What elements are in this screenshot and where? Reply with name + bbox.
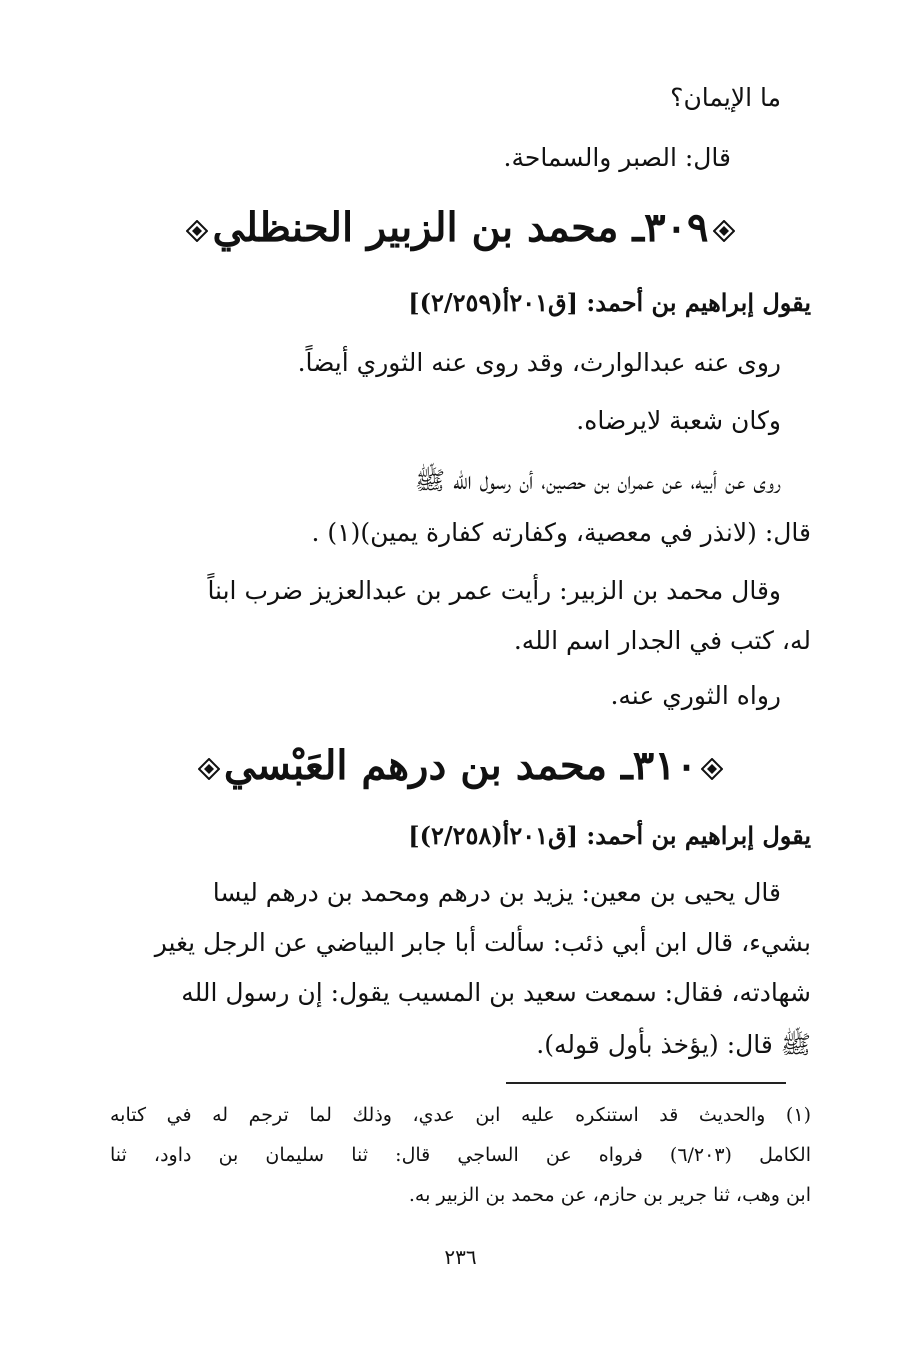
paragraph-line: له، كتب في الجدار اسم الله.	[513, 626, 811, 655]
paragraph-line: وقال محمد بن الزبير: رأيت عمر بن عبدالعزيز ضرب ابناً	[207, 576, 781, 605]
paragraph-line: بشيء، قال ابن أبي ذئب: سألت أبا جابر البياضي عن الرجل يغير	[154, 928, 811, 957]
footnote-line: ابن وهب، ثنا جرير بن حازم، عن محمد بن الزبير به.	[408, 1184, 811, 1206]
paragraph-line: قال: (لانذر في معصية، وكفارته كفارة يمين)(١) .	[311, 518, 811, 547]
page-number: ٢٣٦	[444, 1245, 477, 1269]
entry-heading-309	[110, 200, 811, 256]
paragraph-line: شهادته، فقال: سمعت سعيد بن المسيب يقول: إن رسول الله	[181, 978, 811, 1007]
ornament-icon	[198, 758, 220, 780]
paragraph-line: رواه الثوري عنه.	[610, 681, 781, 710]
entry-intro: يقول إبراهيم بن أحمد: [ق٢٠١أ(٢/٢٥٩)]	[408, 288, 811, 317]
ornament-icon	[701, 758, 723, 780]
paragraph-line: قال يحيى بن معين: يزيد بن درهم ومحمد بن درهم ليسا	[212, 878, 781, 907]
text-line: قال: الصبر والسماحة.	[503, 143, 731, 172]
heading-text: ٣٠٩ـ محمد بن الزبير الحنظلي	[212, 204, 709, 251]
entry-heading-310	[110, 738, 811, 794]
footnote-separator	[506, 1082, 786, 1084]
ornament-icon	[186, 220, 208, 242]
paragraph-line: روى عنه عبدالوارث، وقد روى عنه الثوري أيضاً.	[297, 348, 781, 377]
heading-text: ٣١٠ـ محمد بن درهم العَبْسي	[223, 742, 698, 789]
text-line: ما الإيمان؟	[670, 83, 781, 112]
paragraph-line: وكان شعبة لايرضاه.	[576, 406, 781, 435]
footnote-line: الكامل (٦/٢٠٣) فرواه عن الساجي قال: ثنا سليمان بن داود، ثنا	[110, 1144, 811, 1166]
paragraph-line: روى عن أبيه، عن عمران بن حصين، أن رسول الله ﷺ	[414, 466, 781, 495]
ornament-icon	[713, 220, 735, 242]
footnote-line: (١) والحديث قد استنكره عليه ابن عدي، وذلك لما ترجم له في كتابه	[110, 1104, 811, 1126]
paragraph-line: ﷺ قال: (يؤخذ بأول قوله).	[536, 1030, 811, 1059]
entry-intro: يقول إبراهيم بن أحمد: [ق٢٠١أ(٢/٢٥٨)]	[408, 821, 811, 850]
